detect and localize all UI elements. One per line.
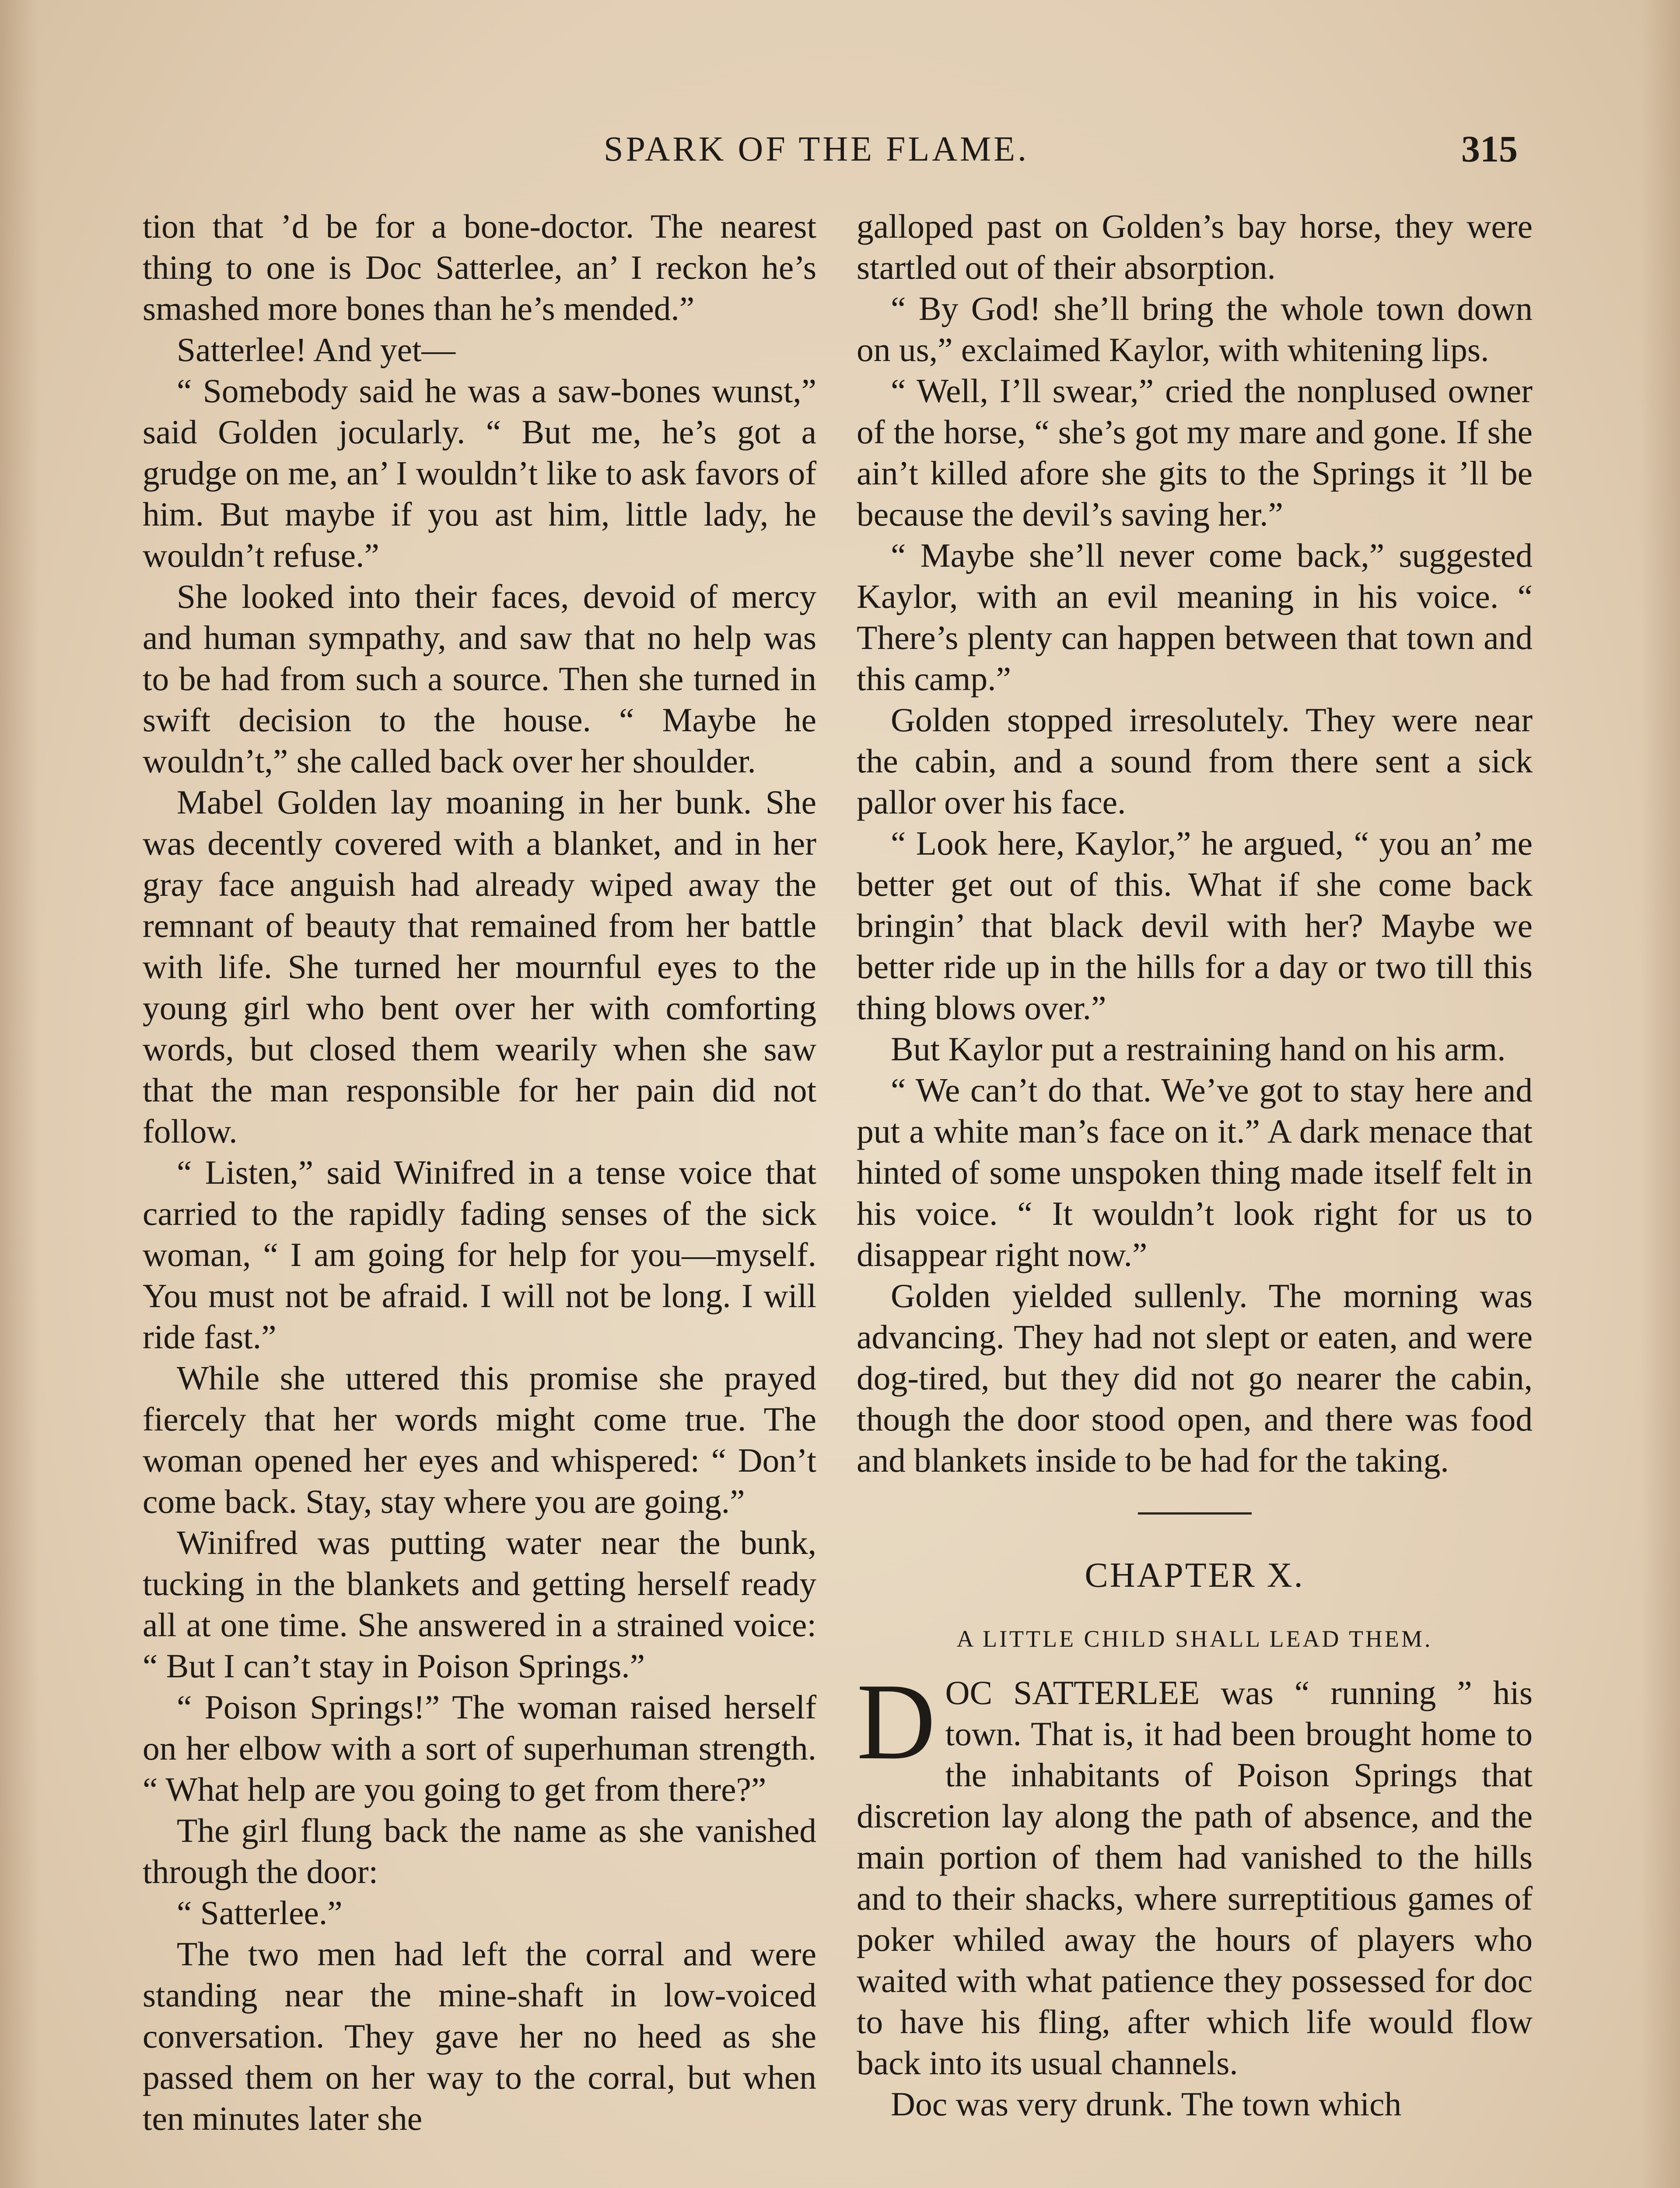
paragraph: “ Maybe she’ll never come back,” suggested Kaylor, with an evil meaning in his voice. “ There’s plenty can happen between that town and this camp.” [857, 536, 1533, 698]
page-number: 315 [1461, 128, 1518, 170]
chapter-opening-paragraph [857, 1661, 1533, 2083]
paragraph: “ Listen,” said Winifred in a tense voice that carried to the rapidly fading senses of the sick woman, “ I am going for help for you—myself. You must not be afraid. I will not be long. I will ride fast.” [143, 1154, 816, 1356]
chapter-opening-text: OC SATTERLEE was “ running ” his town. That is, it had been brought home to the inhabitants of Poison Springs that discretion lay along the path of absence, and the main portion of them had vanished to the hills and to their shacks, where surreptitious games of poker whiled away the hours of players who waited with what patience they possessed for doc to have his fling, after which life would flow back into its usual channels. [857, 1674, 1533, 2082]
left-column [143, 206, 816, 2139]
paragraph: The two men had left the corral and were standing near the mine-shaft in low-voiced conversation. They gave her no heed as she passed them on her way to the corral, but when ten minutes later she [143, 1935, 816, 2137]
paragraph: Golden stopped irresolutely. They were near the cabin, and a sound from there sent a sick pallor over his face. [857, 701, 1533, 821]
paragraph: The girl flung back the name as she vanished through the door: [143, 1812, 816, 1890]
paragraph: Mabel Golden lay moaning in her bunk. She was decently covered with a blanket, and in her gray face anguish had already wiped away the remnant of beauty that remained from her battle with life. She turned her mournful eyes to the young girl who bent over her with comforting words, but closed them wearily when she saw that the man responsible for her pain did not follow. [143, 783, 816, 1150]
paragraph: Golden yielded sullenly. The morning was advancing. They had not slept or eaten, and were dog-tired, but they did not go nearer the cabin, though the door stood open, and there was food and blankets inside to be had for the taking. [857, 1277, 1533, 1479]
chapter-subtitle: A LITTLE CHILD SHALL LEAD THEM. [956, 1626, 1433, 1652]
page-edge-shadow-right [1641, 0, 1680, 2188]
paragraph: Winifred was putting water near the bunk, tucking in the blankets and getting herself ready all at one time. She answered in a strained voice: “ But I can’t stay in Poison Springs.” [143, 1524, 816, 1685]
paragraph: “ By God! she’ll bring the whole town down on us,” exclaimed Kaylor, with whitening lips. [857, 290, 1533, 368]
paragraph: galloped past on Golden’s bay horse, they were startled out of their absorption. [857, 207, 1533, 286]
paragraph: “ Look here, Kaylor,” he argued, “ you an’ me better get out of this. What if she come back bringin’ that black devil with her? Maybe we better ride up in the hills for a day or two till this thing blows over.” [857, 824, 1533, 1027]
running-title: SPARK OF THE FLAME. [604, 130, 1029, 168]
paragraph: Satterlee! And yet— [177, 331, 456, 368]
paragraph: “ Well, I’ll swear,” cried the nonplused owner of the horse, “ she’s got my mare and gone. If she ain’t killed afore she gits to the Springs it ’ll be because the devil’s saving her.” [857, 372, 1533, 533]
paragraph: “ Satterlee.” [177, 1894, 343, 1932]
paragraph: “ Somebody said he was a saw-bones wunst,” said Golden jocularly. “ But me, he’s got a grudge on me, an’ I wouldn’t like to ask favors of him. But maybe if you ast him, little lady, he wouldn’t refuse.” [143, 372, 816, 574]
right-column [857, 206, 1533, 2125]
section-divider-rule [1138, 1512, 1252, 1515]
paragraph: But Kaylor put a restraining hand on his arm. [891, 1030, 1506, 1068]
paragraph: While she uttered this promise she prayed fiercely that her words might come true. The woman opened her eyes and whispered: “ Don’t come back. Stay, stay where you are going.” [143, 1359, 816, 1520]
paragraph: “ Poison Springs!” The woman raised herself on her elbow with a sort of superhuman strength. “ What help are you going to get from there?” [143, 1688, 816, 1808]
paragraph: She looked into their faces, devoid of mercy and human sympathy, and saw that no help was to be had from such a source. Then she turned in swift decision to the house. “ Maybe he wouldn’t,” she called back over her shoulder. [143, 578, 816, 780]
drop-cap: D [857, 1661, 936, 1782]
paragraph: tion that ’d be for a bone-doctor. The nearest thing to one is Doc Satterlee, an’ I reckon he’s smashed more bones than he’s mended.” [143, 207, 816, 327]
chapter-title: CHAPTER X. [1085, 1556, 1305, 1595]
paragraph: Doc was very drunk. The town which [891, 2085, 1402, 2123]
page-edge-shadow-left [0, 0, 39, 2188]
paragraph: “ We can’t do that. We’ve got to stay here and put a white man’s face on it.” A dark menace that hinted of some unspoken thing made itself felt in his voice. “ It wouldn’t look right for us to disappear right now.” [857, 1071, 1533, 1273]
